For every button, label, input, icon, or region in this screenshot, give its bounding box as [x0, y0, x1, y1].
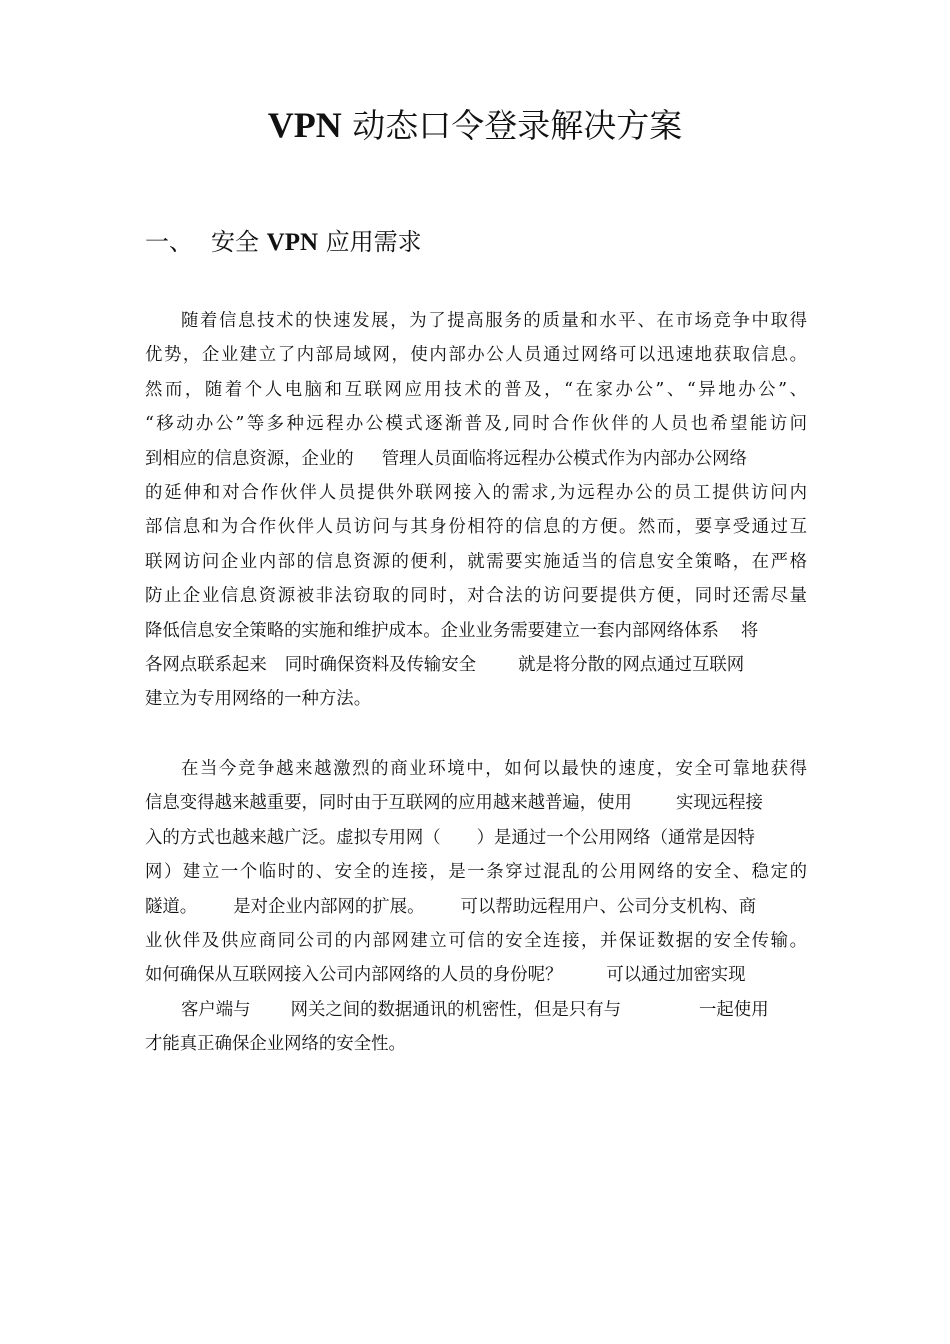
paragraph-line: 才能真正确保企业网络的安全性。	[145, 1034, 406, 1055]
text-segment: 入的方式也越来越广泛。虚拟专用网（	[145, 827, 441, 848]
text-segment: 各网点联系起来	[145, 654, 267, 675]
paragraph-line	[145, 958, 807, 992]
paragraph-line: “移动办公”等多种远程办公模式逐渐普及,同时合作伙伴的人员也希望能访问	[145, 414, 807, 435]
paragraph-line: 在当今竞争越来越激烈的商业环境中，如何以最快的速度，安全可靠地获得	[181, 759, 807, 779]
text-segment: 客户端与	[181, 999, 251, 1020]
paragraph-line	[145, 442, 807, 476]
paragraph-line	[145, 890, 807, 924]
text-segment: 可以通过加密实现	[606, 965, 746, 986]
paragraph-line: 部信息和为合作伙伴人员访问与其身份相符的信息的方便。然而，要享受通过互	[145, 517, 807, 538]
section-heading-post: 应用需求	[325, 228, 422, 256]
paragraph-1	[145, 304, 807, 717]
text-segment: 实现远程接	[675, 793, 763, 814]
text-segment: 同时确保资料及传输安全	[284, 654, 477, 675]
text-segment: 降低信息安全策略的实施和维护成本。企业业务需要建立一套内部网络体系	[145, 620, 719, 641]
paragraph-line: 的延伸和对合作伙伴人员提供外联网接入的需求,为远程办公的员工提供访问内	[145, 482, 807, 503]
text-segment: 到相应的信息资源，企业的	[145, 448, 354, 469]
paragraph-line	[145, 648, 807, 682]
section-number: 一、	[145, 228, 193, 256]
text-segment: 一起使用	[699, 999, 769, 1020]
text-segment: 将	[740, 620, 759, 641]
paragraph-line	[145, 614, 807, 648]
paragraph-line	[145, 786, 807, 820]
paragraph-line: 网）建立一个临时的、安全的连接，是一条穿过混乱的公用网络的安全、稳定的	[145, 862, 807, 883]
paragraph-line: 然而，随着个人电脑和互联网应用技术的普及，“在家办公”、“异地办公”、	[145, 379, 807, 400]
paragraph-line: 联网访问企业内部的信息资源的便利，就需要实施适当的信息安全策略，在严格	[145, 551, 807, 572]
paragraph-line: 业伙伴及供应商同公司的内部网建立可信的安全连接，并保证数据的安全传输。	[145, 930, 807, 951]
text-segment: 隧道。	[145, 896, 198, 917]
paragraph-line: 建立为专用网络的一种方法。	[145, 689, 372, 710]
text-segment: 是对企业内部网的扩展。	[233, 896, 425, 917]
text-segment: 如何确保从互联网接入公司内部网络的人员的身份呢？	[145, 965, 563, 986]
paragraph-line	[145, 821, 807, 855]
paragraph-line: 防止企业信息资源被非法窃取的同时，对合法的访问要提供方便，同时还需尽量	[145, 586, 807, 607]
paragraph-line: 随着信息技术的快速发展，为了提高服务的质量和水平、在市场竞争中取得	[181, 311, 807, 331]
text-segment: ）是通过一个公用网络（通常是因特	[476, 827, 755, 848]
section-heading-latin: VPN	[266, 229, 319, 256]
text-segment: 信息变得越来越重要，同时由于互联网的应用越来越普遍，使用	[145, 793, 632, 814]
section-heading	[145, 222, 422, 263]
paragraph-line: 优势，企业建立了内部局域网，使内部办公人员通过网络可以迅速地获取信息。	[145, 345, 807, 366]
text-segment: 网关之间的数据通讯的机密性，但是只有与	[290, 999, 622, 1020]
paragraph-2	[145, 752, 807, 1062]
title-rest: 动态口令登录解决方案	[352, 106, 683, 145]
paragraph-line	[145, 993, 807, 1027]
section-heading-pre: 安全	[211, 228, 259, 256]
document-title	[0, 100, 950, 151]
text-segment: 就是将分散的网点通过互联网	[518, 654, 745, 675]
text-segment: 可以帮助远程用户、公司分支机构、商	[460, 896, 757, 917]
title-latin: VPN	[267, 105, 342, 145]
text-segment: 管理人员面临将远程办公模式作为内部办公网络	[381, 448, 747, 469]
